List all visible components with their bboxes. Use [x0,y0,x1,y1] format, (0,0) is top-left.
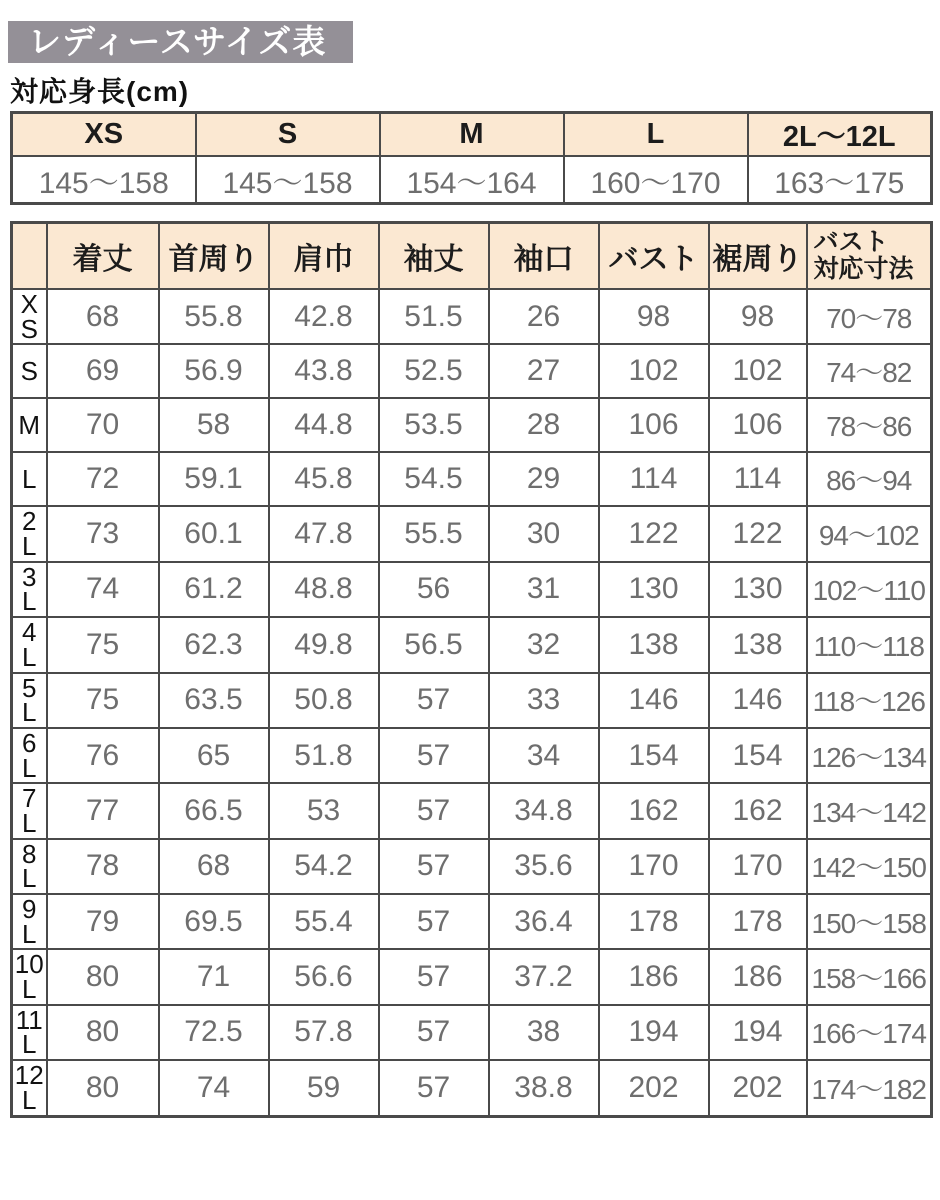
height-table-size-header: 2L〜12L [748,113,932,157]
row-label-line: L [22,1029,37,1060]
measurement-cell: 126〜134 [807,728,932,783]
measurement-cell: 35.6 [489,839,599,894]
measurement-cell: 33 [489,673,599,728]
measurement-cell: 75 [47,673,159,728]
size-table-body [12,289,932,1116]
column-header-line: 対応寸法 [813,255,914,283]
height-table-range-cell: 163〜175 [748,156,932,204]
measurement-cell: 34 [489,728,599,783]
measurement-cell: 122 [599,506,709,561]
measurement-cell: 102 [599,344,709,398]
measurement-cell: 77 [47,783,159,838]
measurement-cell: 178 [709,894,807,949]
measurement-cell: 38 [489,1005,599,1060]
measurement-cell: 202 [709,1060,807,1116]
row-label-line: S [20,313,38,344]
measurement-cell: 186 [599,949,709,1004]
row-label-line: X [20,289,38,319]
row-label-line: 2 [22,506,37,537]
measurement-cell: 73 [47,506,159,561]
measurement-cell: 65 [159,728,269,783]
measurement-cell: 58 [159,398,269,452]
measurement-cell: 74〜82 [807,344,932,398]
row-label-line: S [20,356,38,387]
measurement-cell: 94〜102 [807,506,932,561]
measurement-cell: 69.5 [159,894,269,949]
measurement-cell: 42.8 [269,289,379,344]
measurement-cell: 47.8 [269,506,379,561]
measurement-cell: 68 [159,839,269,894]
measurement-cell: 150〜158 [807,894,932,949]
height-table [10,111,933,205]
page-title: レディースサイズ表 [8,21,353,63]
measurement-cell: 54.2 [269,839,379,894]
measurement-cell: 37.2 [489,949,599,1004]
measurement-cell: 57 [379,894,489,949]
measurement-cell: 122 [709,506,807,561]
table-row [12,562,932,617]
size-table-header-row [12,223,932,290]
measurement-cell: 34.8 [489,783,599,838]
height-table-range-cell: 154〜164 [380,156,564,204]
measurement-cell: 71 [159,949,269,1004]
measurement-cell: 142〜150 [807,839,932,894]
row-label-line: L [22,531,37,562]
measurement-cell: 59 [269,1060,379,1116]
measurement-cell: 57.8 [269,1005,379,1060]
table-row [12,344,932,398]
measurement-cell: 30 [489,506,599,561]
table-row [12,673,932,728]
measurement-cell: 56 [379,562,489,617]
measurement-cell: 79 [47,894,159,949]
measurement-cell: 55.8 [159,289,269,344]
measurement-cell: 49.8 [269,617,379,672]
measurement-cell: 174〜182 [807,1060,932,1116]
row-label-line: 8 [22,838,37,869]
table-row [12,839,932,894]
height-table-size-header: S [196,113,380,157]
measurement-cell: 166〜174 [807,1005,932,1060]
row-label-7l [12,783,47,838]
row-label-5l [12,673,47,728]
row-label-line: 3 [22,561,37,592]
measurement-cell: 29 [489,452,599,506]
row-label-2l [12,506,47,561]
measurement-cell: 66.5 [159,783,269,838]
row-label-line: L [22,807,37,838]
measurement-cell: 86〜94 [807,452,932,506]
table-row [12,949,932,1004]
measurement-cell: 50.8 [269,673,379,728]
row-label-11l [12,1005,47,1060]
measurement-cell: 70〜78 [807,289,932,344]
row-label-line: L [22,974,37,1005]
column-header: 袖口 [489,223,599,290]
row-label-line: L [22,641,37,672]
measurement-cell: 118〜126 [807,673,932,728]
row-label-m [12,398,47,452]
table-row [12,289,932,344]
column-header: 着丈 [47,223,159,290]
measurement-cell: 102〜110 [807,562,932,617]
measurement-cell: 80 [47,1060,159,1116]
measurement-cell: 54.5 [379,452,489,506]
row-label-line: L [22,464,37,495]
row-label-12l [12,1060,47,1116]
measurement-cell: 57 [379,1005,489,1060]
column-header: 袖丈 [379,223,489,290]
measurement-cell: 56.5 [379,617,489,672]
measurement-cell: 186 [709,949,807,1004]
measurement-cell: 62.3 [159,617,269,672]
measurement-cell: 98 [599,289,709,344]
measurement-cell: 78 [47,839,159,894]
measurement-cell: 60.1 [159,506,269,561]
table-row [12,894,932,949]
row-label-line: 5 [22,672,37,703]
measurement-cell: 63.5 [159,673,269,728]
measurement-cell: 178 [599,894,709,949]
column-header: 首周り [159,223,269,290]
measurement-cell: 55.5 [379,506,489,561]
row-label-line: L [22,586,37,617]
measurement-cell: 27 [489,344,599,398]
row-label-line: 4 [22,617,37,648]
height-table-header-row [12,113,932,157]
row-label-4l [12,617,47,672]
measurement-cell: 114 [709,452,807,506]
measurement-cell: 158〜166 [807,949,932,1004]
measurement-cell: 57 [379,783,489,838]
measurement-cell: 72 [47,452,159,506]
row-label-8l [12,839,47,894]
measurement-cell: 38.8 [489,1060,599,1116]
measurement-cell: 69 [47,344,159,398]
measurement-cell: 61.2 [159,562,269,617]
table-row [12,1005,932,1060]
measurement-cell: 45.8 [269,452,379,506]
measurement-cell: 106 [599,398,709,452]
measurement-cell: 56.6 [269,949,379,1004]
table-row [12,617,932,672]
table-row [12,728,932,783]
height-section-label: 対応身長(cm) [10,76,190,107]
measurement-cell: 32 [489,617,599,672]
measurement-cell: 138 [599,617,709,672]
row-label-line: L [22,918,37,949]
measurement-cell: 57 [379,673,489,728]
measurement-cell: 110〜118 [807,617,932,672]
measurement-cell: 146 [599,673,709,728]
table-row [12,783,932,838]
row-label-3l [12,562,47,617]
table-row [12,1060,932,1116]
measurement-cell: 146 [709,673,807,728]
height-table-size-header: XS [12,113,196,157]
row-label-line: M [18,410,41,441]
row-label-line: 7 [22,783,37,814]
measurement-cell: 162 [599,783,709,838]
measurement-cell: 51.5 [379,289,489,344]
measurement-cell: 68 [47,289,159,344]
measurement-cell: 28 [489,398,599,452]
measurement-cell: 48.8 [269,562,379,617]
measurement-cell: 130 [709,562,807,617]
measurement-cell: 194 [599,1005,709,1060]
measurement-cell: 162 [709,783,807,838]
column-header-bust-range [807,223,932,290]
measurement-cell: 74 [159,1060,269,1116]
measurement-cell: 130 [599,562,709,617]
measurement-cell: 44.8 [269,398,379,452]
measurement-cell: 56.9 [159,344,269,398]
measurement-cell: 43.8 [269,344,379,398]
row-label-line: 9 [22,894,37,924]
table-row [12,506,932,561]
measurement-cell: 26 [489,289,599,344]
measurement-cell: 106 [709,398,807,452]
measurement-cell: 52.5 [379,344,489,398]
row-label-xs [12,289,47,344]
row-label-l [12,452,47,506]
row-label-9l [12,894,47,949]
height-table-range-cell: 160〜170 [564,156,748,204]
measurement-cell: 72.5 [159,1005,269,1060]
measurement-cell: 134〜142 [807,783,932,838]
measurement-cell: 70 [47,398,159,452]
measurement-cell: 59.1 [159,452,269,506]
row-label-line: L [22,863,37,894]
measurement-cell: 154 [599,728,709,783]
height-table-size-header: M [380,113,564,157]
measurement-cell: 114 [599,452,709,506]
table-row [12,398,932,452]
height-table-range-cell: 145〜158 [196,156,380,204]
measurement-cell: 53.5 [379,398,489,452]
row-label-line: 6 [22,727,37,758]
measurement-cell: 76 [47,728,159,783]
column-header: 肩巾 [269,223,379,290]
measurement-cell: 57 [379,949,489,1004]
measurement-cell: 80 [47,1005,159,1060]
measurement-cell: 36.4 [489,894,599,949]
row-label-line: 11 [15,1004,43,1035]
measurement-cell: 55.4 [269,894,379,949]
measurement-cell: 51.8 [269,728,379,783]
height-table-range-cell: 145〜158 [12,156,196,204]
measurement-cell: 57 [379,728,489,783]
corner-cell [12,223,47,290]
measurement-cell: 75 [47,617,159,672]
measurement-cell: 102 [709,344,807,398]
measurement-cell: 194 [709,1005,807,1060]
measurement-cell: 74 [47,562,159,617]
table-row [12,452,932,506]
row-label-line: 12 [14,1060,44,1091]
measurement-cell: 154 [709,728,807,783]
measurement-cell: 98 [709,289,807,344]
column-header: 裾周り [709,223,807,290]
measurement-cell: 170 [709,839,807,894]
column-header-line: バスト [813,227,889,256]
measurement-cell: 78〜86 [807,398,932,452]
measurement-cell: 31 [489,562,599,617]
size-table [10,221,933,1118]
measurement-cell: 138 [709,617,807,672]
measurement-cell: 57 [379,1060,489,1116]
row-label-line: L [22,752,37,783]
row-label-line: L [22,697,37,728]
measurement-cell: 57 [379,839,489,894]
height-table-value-row [12,156,932,204]
row-label-s [12,344,47,398]
height-table-size-header: L [564,113,748,157]
measurement-cell: 170 [599,839,709,894]
row-label-line: L [22,1084,37,1115]
row-label-line: 10 [14,949,44,980]
row-label-10l [12,949,47,1004]
column-header: バスト [599,223,709,290]
measurement-cell: 202 [599,1060,709,1116]
measurement-cell: 53 [269,783,379,838]
measurement-cell: 80 [47,949,159,1004]
row-label-6l [12,728,47,783]
